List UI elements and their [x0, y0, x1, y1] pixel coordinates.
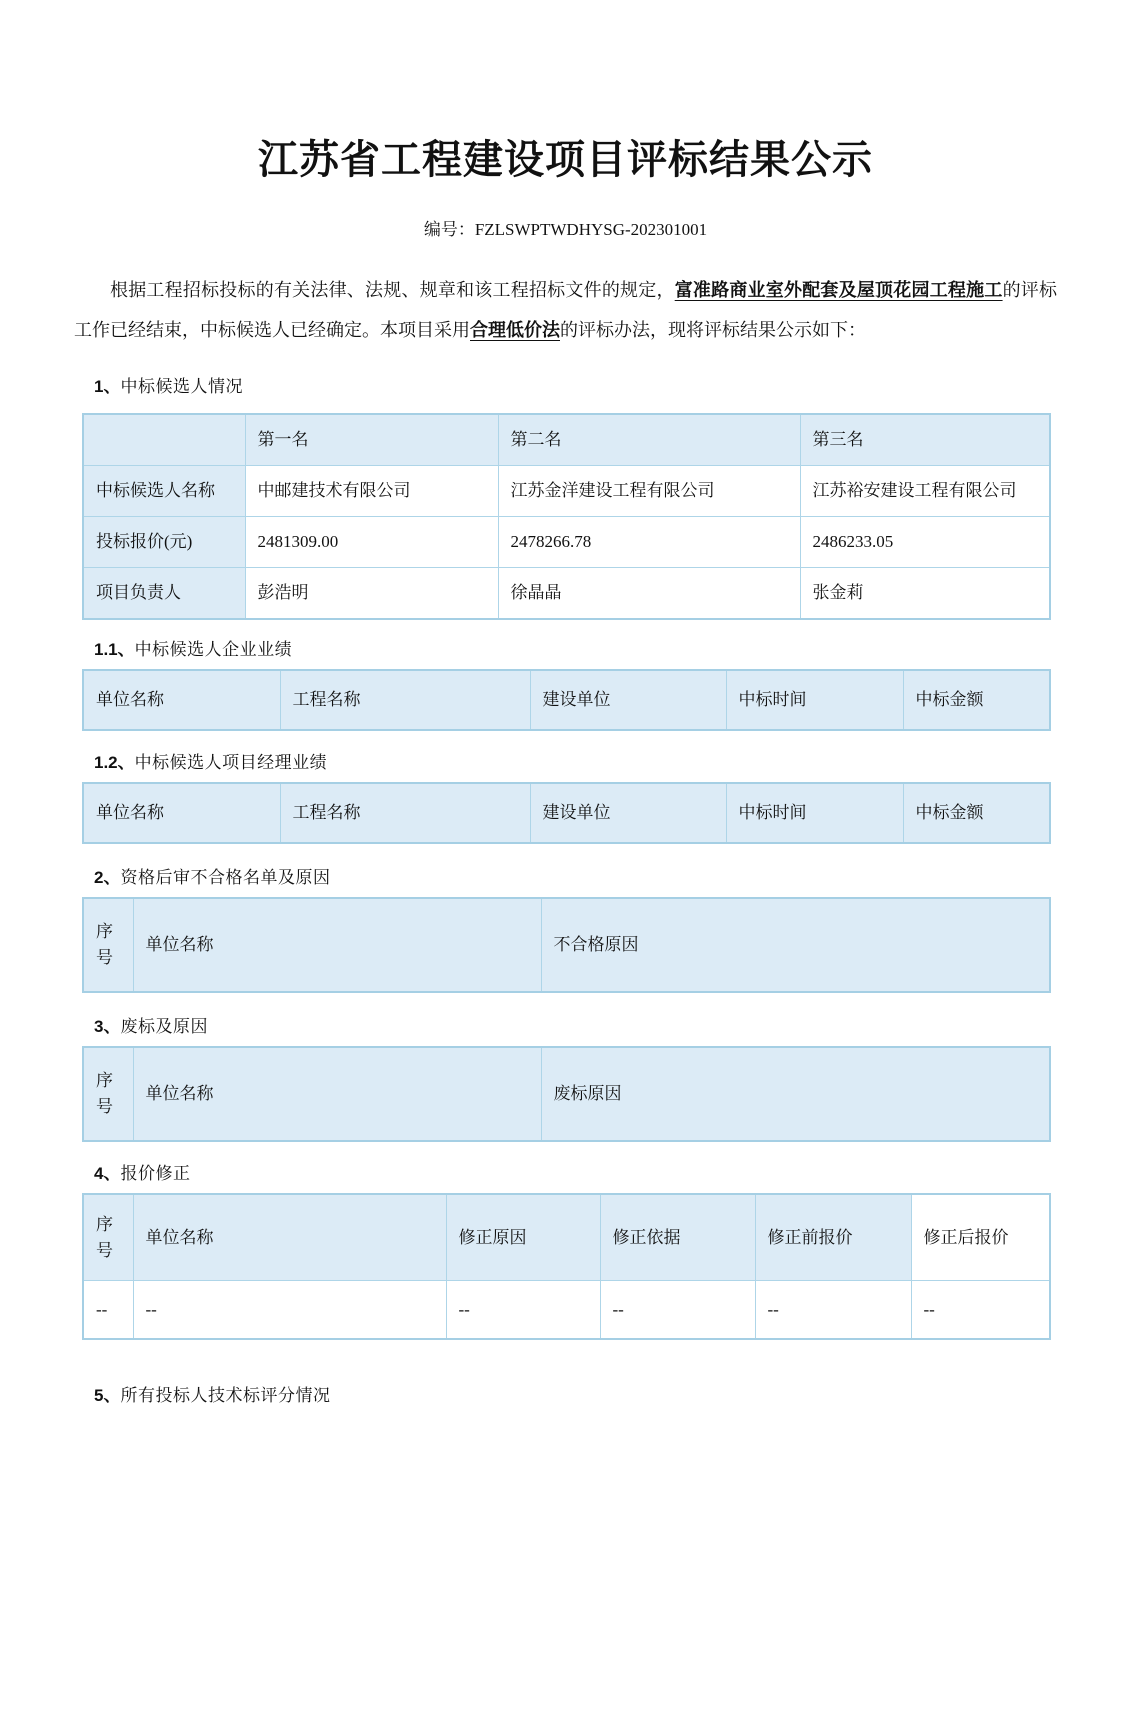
column-header-cell: 工程名称	[280, 670, 530, 730]
corner-empty-cell	[83, 414, 245, 466]
table-row	[83, 1194, 1050, 1281]
bid-price-cell: 2478266.78	[498, 517, 800, 568]
section-heading-manager-performance	[74, 751, 1057, 774]
company-name-cell: 中邮建技术有限公司	[245, 466, 498, 517]
rejected-bids-table	[82, 1046, 1051, 1142]
column-header-cell: 中标金额	[903, 670, 1050, 730]
column-header-cell: 建设单位	[530, 670, 726, 730]
empty-value-cell: --	[133, 1281, 446, 1340]
rank-header-cell: 第二名	[498, 414, 800, 466]
bid-price-cell: 2481309.00	[245, 517, 498, 568]
row-label-cell: 中标候选人名称	[83, 466, 245, 517]
rank-header-cell: 第一名	[245, 414, 498, 466]
project-manager-cell: 徐晶晶	[498, 568, 800, 620]
table-row	[83, 1047, 1050, 1141]
sequence-header-cell: 序号	[83, 1194, 133, 1281]
column-header-cell: 单位名称	[133, 1047, 541, 1141]
enterprise-performance-table	[82, 669, 1051, 731]
row-label-cell: 投标报价(元)	[83, 517, 245, 568]
table-row	[83, 670, 1050, 730]
evaluation-method-underline: 合理低价法	[470, 320, 560, 340]
section-title: 中标候选人企业业绩	[134, 640, 293, 659]
column-header-cell: 单位名称	[133, 898, 541, 992]
table-row	[83, 568, 1050, 620]
doc-number-line	[74, 218, 1057, 242]
company-name-cell: 江苏裕安建设工程有限公司	[800, 466, 1050, 517]
table-row	[83, 466, 1050, 517]
intro-text-3: 的评标办法，现将评标结果公示如下：	[560, 320, 866, 340]
row-label-cell: 项目负责人	[83, 568, 245, 620]
column-header-cell: 中标时间	[726, 783, 903, 843]
column-header-cell: 修正原因	[446, 1194, 600, 1281]
section-number: 1.1、	[94, 640, 135, 659]
rank-header-cell: 第三名	[800, 414, 1050, 466]
section-title: 资格后审不合格名单及原因	[120, 868, 331, 887]
section-title: 所有投标人技术标评分情况	[120, 1386, 331, 1405]
table-row	[83, 898, 1050, 992]
column-header-cell: 单位名称	[133, 1194, 446, 1281]
section-number: 1、	[94, 377, 121, 396]
section-heading-rejected-bids	[74, 1015, 1057, 1038]
empty-value-cell: --	[755, 1281, 911, 1340]
column-header-cell: 单位名称	[83, 783, 280, 843]
section-title: 报价修正	[120, 1164, 191, 1183]
section-number: 5、	[94, 1386, 121, 1405]
empty-value-cell: --	[83, 1281, 133, 1340]
page-title: 江苏省工程建设项目评标结果公示	[258, 137, 873, 182]
column-header-cell: 不合格原因	[541, 898, 1050, 992]
project-name-underline: 富准路商业室外配套及屋顶花园工程施工	[674, 280, 1003, 300]
section-heading-enterprise-performance	[74, 638, 1057, 661]
section-title: 废标及原因	[120, 1017, 208, 1036]
column-header-cell: 修正依据	[600, 1194, 755, 1281]
doc-number-label: 编号：	[423, 220, 475, 239]
table-row	[83, 783, 1050, 843]
section-heading-candidates	[74, 375, 1057, 398]
column-header-cell: 中标时间	[726, 670, 903, 730]
intro-text-2: 的评标工作已经结束，中标候选人已经确定。本项目采用	[74, 280, 1058, 340]
section-number: 4、	[94, 1164, 121, 1183]
column-header-cell: 中标金额	[903, 783, 1050, 843]
intro-paragraph	[74, 270, 1057, 350]
intro-text-1: 根据工程招标投标的有关法律、法规、规章和该工程招标文件的规定，	[110, 280, 675, 300]
section-title: 中标候选人情况	[120, 377, 243, 396]
section-heading-disqualified	[74, 866, 1057, 889]
table-row	[83, 1281, 1050, 1340]
empty-value-cell: --	[600, 1281, 755, 1340]
sequence-header-cell: 序号	[83, 898, 133, 992]
project-manager-cell: 张金莉	[800, 568, 1050, 620]
column-header-cell: 废标原因	[541, 1047, 1050, 1141]
section-heading-price-correction	[74, 1162, 1057, 1185]
column-header-cell: 修正后报价	[911, 1194, 1050, 1281]
section-number: 2、	[94, 868, 121, 887]
table-row	[83, 414, 1050, 466]
column-header-cell: 工程名称	[280, 783, 530, 843]
doc-number-value: FZLSWPTWDHYSG-202301001	[474, 220, 708, 239]
section-number: 1.2、	[94, 753, 135, 772]
section-title: 中标候选人项目经理业绩	[134, 753, 328, 772]
column-header-cell: 修正前报价	[755, 1194, 911, 1281]
column-header-cell: 建设单位	[530, 783, 726, 843]
project-manager-cell: 彭浩明	[245, 568, 498, 620]
section-number: 3、	[94, 1017, 121, 1036]
disqualified-table	[82, 897, 1051, 993]
sequence-header-cell: 序号	[83, 1047, 133, 1141]
section-heading-technical-scores	[74, 1384, 1057, 1407]
company-name-cell: 江苏金洋建设工程有限公司	[498, 466, 800, 517]
price-correction-table	[82, 1193, 1051, 1340]
empty-value-cell: --	[911, 1281, 1050, 1340]
manager-performance-table	[82, 782, 1051, 844]
document-page	[0, 136, 1131, 1736]
bid-price-cell: 2486233.05	[800, 517, 1050, 568]
candidates-table	[82, 413, 1051, 620]
column-header-cell: 单位名称	[83, 670, 280, 730]
empty-value-cell: --	[446, 1281, 600, 1340]
table-row	[83, 517, 1050, 568]
